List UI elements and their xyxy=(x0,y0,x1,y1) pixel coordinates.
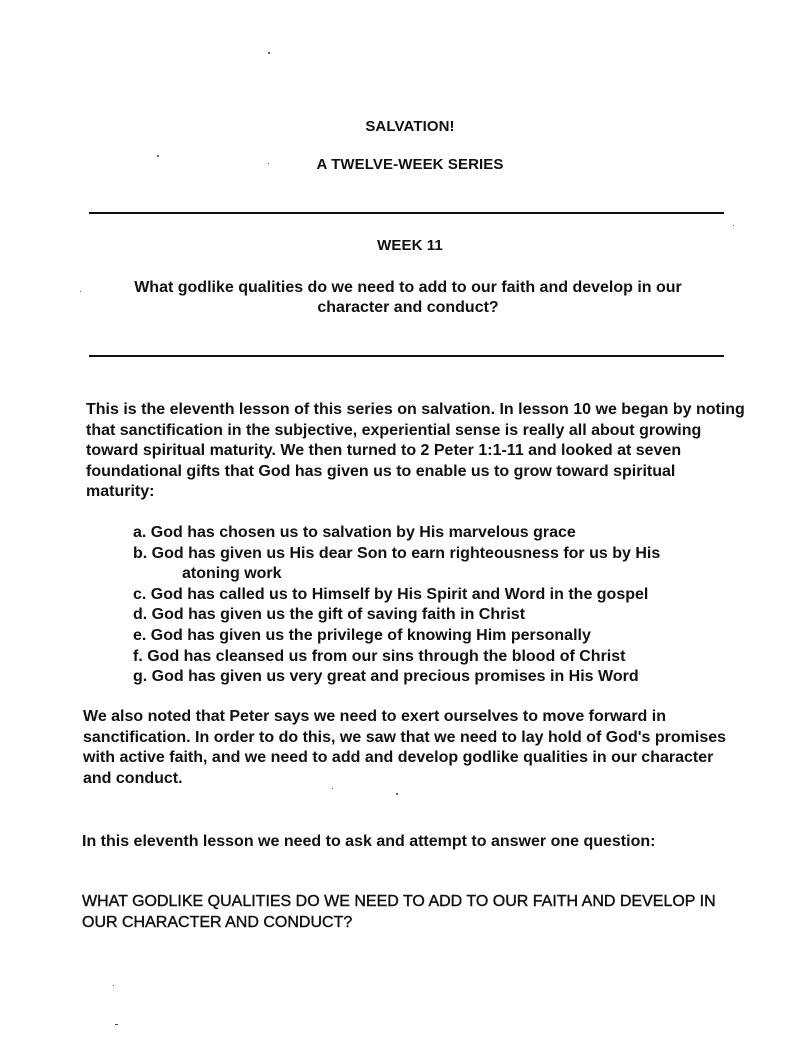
week-question: What godlike qualities do we need to add to our faith and develop in our character and conduct? xyxy=(134,279,682,316)
list-item xyxy=(133,605,733,626)
scan-speck xyxy=(332,788,333,789)
list-item-text: e. God has given us the privilege of knowing Him personally xyxy=(133,626,591,644)
intro-paragraph: This is the eleventh lesson of this series on salvation. In lesson 10 we began by noting that sanctification in the subjective, experiential sense is really all about growing toward spiritual maturity. We then turned to 2 Peter 1:1-11 and looked at seven foundational gifts that God has given us to enable us to grow toward spiritual maturity: xyxy=(86,401,745,500)
list-item-text: c. God has called us to Himself by His Spirit and Word in the gospel xyxy=(133,585,649,603)
list-item xyxy=(133,667,733,688)
bottom-divider xyxy=(89,355,724,357)
list-item-text: d. God has given us the gift of saving faith in Christ xyxy=(133,606,526,624)
top-divider xyxy=(89,212,724,214)
scan-speck xyxy=(733,225,734,226)
list-item xyxy=(133,544,733,585)
scan-speck xyxy=(80,291,81,292)
list-item-text: b. God has given us His dear Son to earn righteousness for us by His xyxy=(133,544,661,562)
list-item xyxy=(133,626,733,647)
scan-speck xyxy=(113,985,114,986)
list-item xyxy=(133,523,733,544)
list-item-continuation: atoning work xyxy=(182,565,282,583)
list-item-text: f. God has cleansed us from our sins through the blood of Christ xyxy=(133,647,626,665)
scan-speck xyxy=(396,793,398,795)
closing-question: WHAT GODLIKE QUALITIES DO WE NEED TO ADD TO OUR FAITH AND DEVELOP IN OUR CHARACTER AND CONDUCT? xyxy=(82,893,716,931)
scan-speck xyxy=(115,1024,118,1025)
gifts-list xyxy=(133,523,733,688)
week-heading: WEEK 11 xyxy=(377,237,443,254)
scan-speck xyxy=(157,155,159,157)
list-item-text: g. God has given us very great and precious promises in His Word xyxy=(133,668,639,686)
scan-speck xyxy=(268,163,269,164)
body-paragraph-3: In this eleventh lesson we need to ask and attempt to answer one question: xyxy=(82,833,656,850)
list-item-text: a. God has chosen us to salvation by His marvelous grace xyxy=(133,524,576,541)
list-item xyxy=(133,647,733,668)
document-subtitle: A TWELVE-WEEK SERIES xyxy=(316,156,504,173)
body-paragraph-2: We also noted that Peter says we need to exert ourselves to move forward in sanctification. In order to do this, we saw that we need to lay hold of God's promises with active faith, and we need to add and develop godlike qualities in our character and conduct. xyxy=(83,708,727,787)
document-title: SALVATION! xyxy=(365,118,455,135)
scan-speck xyxy=(268,52,270,54)
list-item xyxy=(133,585,733,606)
